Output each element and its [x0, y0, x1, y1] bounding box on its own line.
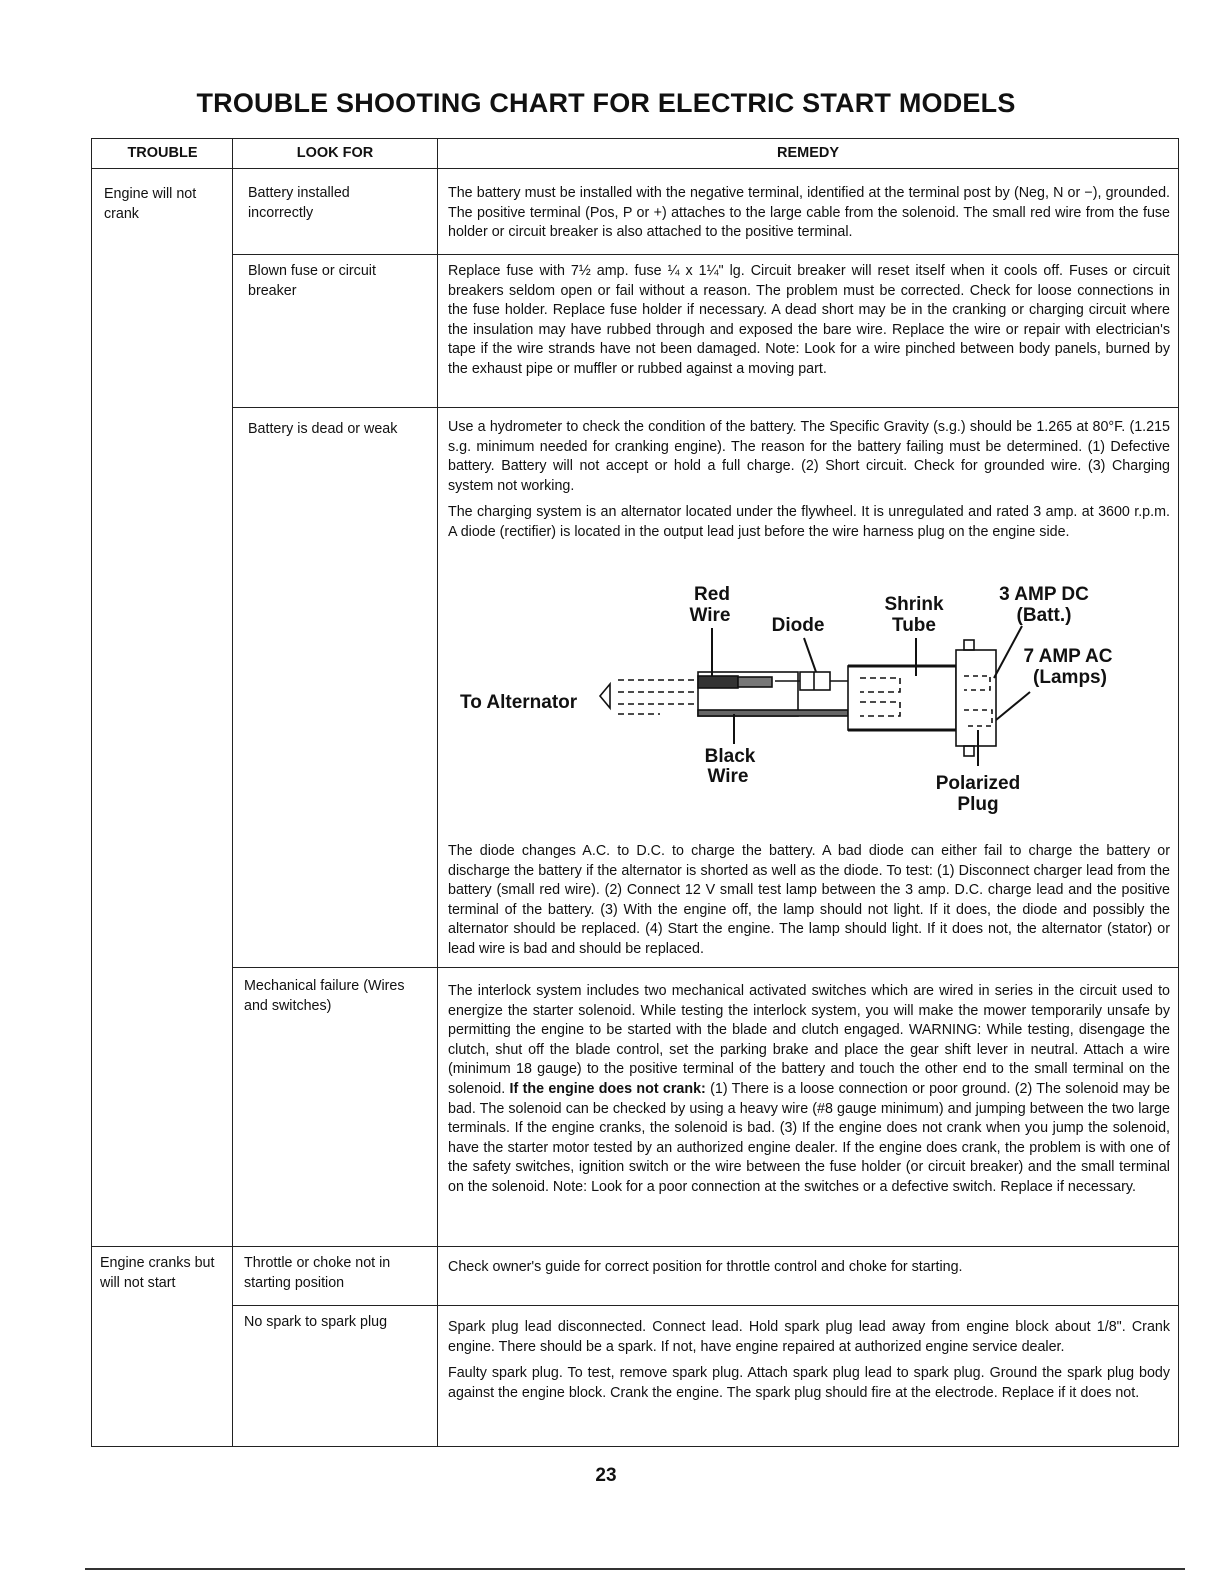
label-red-wire-1: Red — [694, 584, 730, 605]
label-to-alternator: To Alternator — [460, 692, 578, 713]
remedy-battery-dead: Use a hydrometer to check the condition of the battery. The Specific Gravity (s.g.) should be 1.265 at 80°F. (1.215 s.g. minimum needed for cranking engine). The reason for the battery failing must be determined. (1) Defective battery. Battery will not accept or hold a full charge. (2) Short circuit. Check for grounded wire. (3) Charging system not working. The charging system is an alternator located under the flywheel. It is unregulated and rated 3 amp. at 3600 r.p.m. A diode (rectifier) is located in the output lead just before the wire harness plug on the engine side. — [448, 419, 1170, 540]
remedy-throttle-choke: Check owner's guide for correct position for throttle control and choke for starting. — [448, 1259, 963, 1275]
header-remedy: REMEDY — [776, 145, 840, 161]
page-number: 23 — [595, 1465, 617, 1486]
look-for-no-spark: No spark to spark plug — [244, 1314, 388, 1330]
look-for-mechanical-failure: Mechanical failure (Wires and switches) — [244, 978, 405, 1014]
label-7-amp-ac-2: (Lamps) — [1033, 667, 1107, 688]
label-diode: Diode — [771, 615, 825, 636]
trouble-engine-will-not-crank: Engine will not crank — [104, 186, 197, 222]
label-red-wire-2: Wire — [689, 605, 731, 626]
label-7-amp-ac-1: 7 AMP AC — [1023, 646, 1113, 667]
label-polarized-plug-1: Polarized — [935, 773, 1021, 794]
label-black-wire-2: Wire — [707, 766, 749, 787]
look-for-throttle-choke: Throttle or choke not in starting position — [244, 1255, 391, 1291]
header-look-for: LOOK FOR — [296, 145, 374, 161]
footer-rule — [85, 1568, 1185, 1570]
connector-drawing — [600, 626, 1030, 766]
trouble-engine-cranks-no-start: Engine cranks but will not start — [100, 1255, 215, 1291]
remedy-mechanical-failure: The interlock system includes two mechanical activated switches which are wired in series in the circuit used to energize the starter solenoid. While testing the interlock system, you will make the mower temporarily unsafe by permitting the engine to be started with the blade and clutch engaged. WARNING: While testing, disengage the clutch, shut off the blade control, set the parking brake and place the gear shift lever in neutral. Attach a wire (minimum 18 gauge) to the positive terminal of the battery and touch the other end to the small terminal on the solenoid. If the engine does not crank: (1) There is a loose connection or poor ground. (2) The solenoid may be bad. The solenoid can be checked by using a heavy wire (#8 gauge minimum) and jumping between the two large terminals. If the engine cranks, the solenoid is bad. (3) If the engine does not crank when you jump the solenoid, have the starter motor tested by an authorized engine dealer. If the engine does crank, the problem is with one of the safety switches, ignition switch or the wire between the fuse holder (or circuit breaker) and the small terminal on the solenoid. Note: Look for a poor connection at the switches or a defective switch. Replace if necessary. — [448, 983, 1170, 1195]
diode-wiring-diagram — [440, 580, 1170, 820]
label-shrink-tube-2: Tube — [892, 615, 936, 636]
page-title: TROUBLE SHOOTING CHART FOR ELECTRIC START MODELS — [196, 88, 1016, 118]
remedy-no-spark: Spark plug lead disconnected. Connect lead. Hold spark plug lead away from engine block about 1/8". Crank engine. There should be a spark. If not, have engine repaired at authorized engine service dealer. Faulty spark plug. To test, remove spark plug. Attach spark plug lead to spark plug. Ground the spark plug body against the engine block. Crank the engine. The spark plug should fire at the electrode. Replace if it does not. — [448, 1319, 1170, 1401]
remedy-diode-test: The diode changes A.C. to D.C. to charge the battery. A bad diode can either fail to charge the battery or discharge the battery if the alternator is shorted as well as the diode. To test: (1) Disconnect charger lead from the battery (small red wire). (2) Connect 12 V small test lamp between the 3 amp. D.C. charge lead and the positive terminal of the battery. (3) With the engine off, the lamp should not light. If it does, the diode and possibly the alternator should be replaced. (4) Start the engine. The lamp should light. If it does not, the alternator (stator) or lead wire is bad and should be replaced. — [448, 843, 1170, 957]
label-3-amp-dc-1: 3 AMP DC — [999, 584, 1089, 605]
look-for-battery-dead: Battery is dead or weak — [248, 421, 398, 437]
label-shrink-tube-1: Shrink — [884, 594, 944, 615]
remedy-blown-fuse: Replace fuse with 7½ amp. fuse ¼ x 1¼" lg. Circuit breaker will reset itself when it cools off. Fuses or circuit breakers seldom open or fail without a reason. The problem must be corrected. Check for loose connections in the fuse holder. Replace fuse holder if necessary. A dead short may be in the cranking or charging circuit where the insulation may have rubbed through and exposed the bare wire. Replace the wire or repair with electrician's tape if the wire strands have not been damaged. Note: Look for a wire pinched between body panels, burned by the exhaust pipe or muffler or rubbed against a moving part. — [448, 263, 1170, 377]
label-black-wire-1: Black — [704, 746, 756, 767]
look-for-battery-installed: Battery installed incorrectly — [248, 185, 350, 221]
look-for-blown-fuse: Blown fuse or circuit breaker — [248, 263, 376, 299]
remedy-battery-installed: The battery must be installed with the negative terminal, identified at the terminal post by (Neg, N or −), grounded. The positive terminal (Pos, P or +) attaches to the large cable from the solenoid. The small red wire from the fuse holder or circuit breaker is also attached to the positive terminal. — [448, 185, 1170, 241]
label-3-amp-dc-2: (Batt.) — [1016, 605, 1072, 626]
label-polarized-plug-2: Plug — [957, 794, 999, 815]
header-trouble: TROUBLE — [127, 145, 198, 161]
